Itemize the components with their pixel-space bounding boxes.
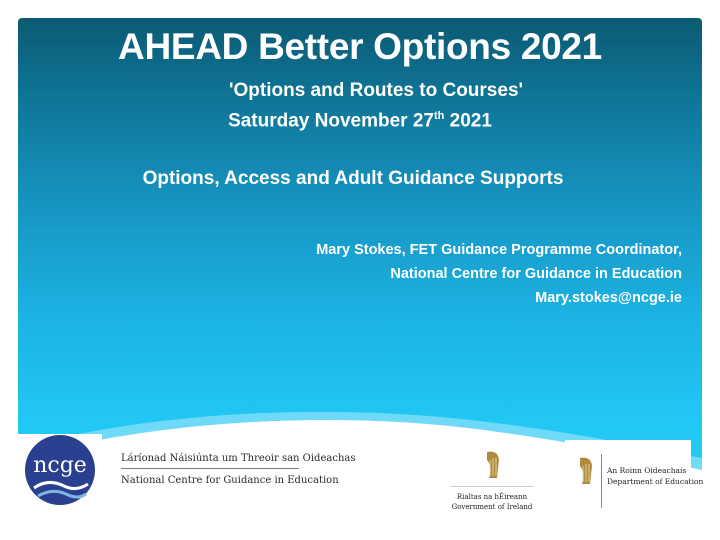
presenter-email[interactable]: Mary.stokes@ncge.ie [535, 290, 682, 306]
dept-divider [601, 454, 602, 508]
ncge-logo-icon [18, 434, 102, 510]
event-date: Saturday November 27th 2021 [228, 110, 492, 132]
gov-english-name: Government of Ireland [451, 503, 533, 511]
ncge-irish-name: Láríonad Náisiúnta um Threoir san Oideachas [121, 453, 356, 464]
subtitle-quote: 'Options and Routes to Courses' [228, 80, 524, 101]
gov-irish-name: Rialtas na hÉireann [456, 493, 528, 501]
ncge-divider [121, 468, 299, 469]
session-title: Options, Access and Adult Guidance Supports [142, 168, 564, 189]
presenter-info [316, 238, 682, 310]
dept-irish-name: An Roinn Oideachais [607, 466, 687, 475]
department-of-education-logo [565, 440, 704, 522]
slide-title: AHEAD Better Options 2021 [118, 26, 602, 67]
presenter-role: Mary Stokes, FET Guidance Programme Coordinator, [316, 242, 682, 258]
presenter-organisation: National Centre for Guidance in Education [390, 266, 682, 282]
ncge-logo [18, 434, 356, 510]
harp-icon [484, 450, 502, 480]
harp-icon [577, 456, 595, 486]
dept-english-name: Department of Education [607, 477, 704, 486]
gov-divider [450, 486, 534, 487]
ncge-english-name: National Centre for Guidance in Education [121, 475, 339, 486]
svg-text:ncge: ncge [33, 453, 87, 478]
government-of-ireland-logo [440, 440, 544, 522]
